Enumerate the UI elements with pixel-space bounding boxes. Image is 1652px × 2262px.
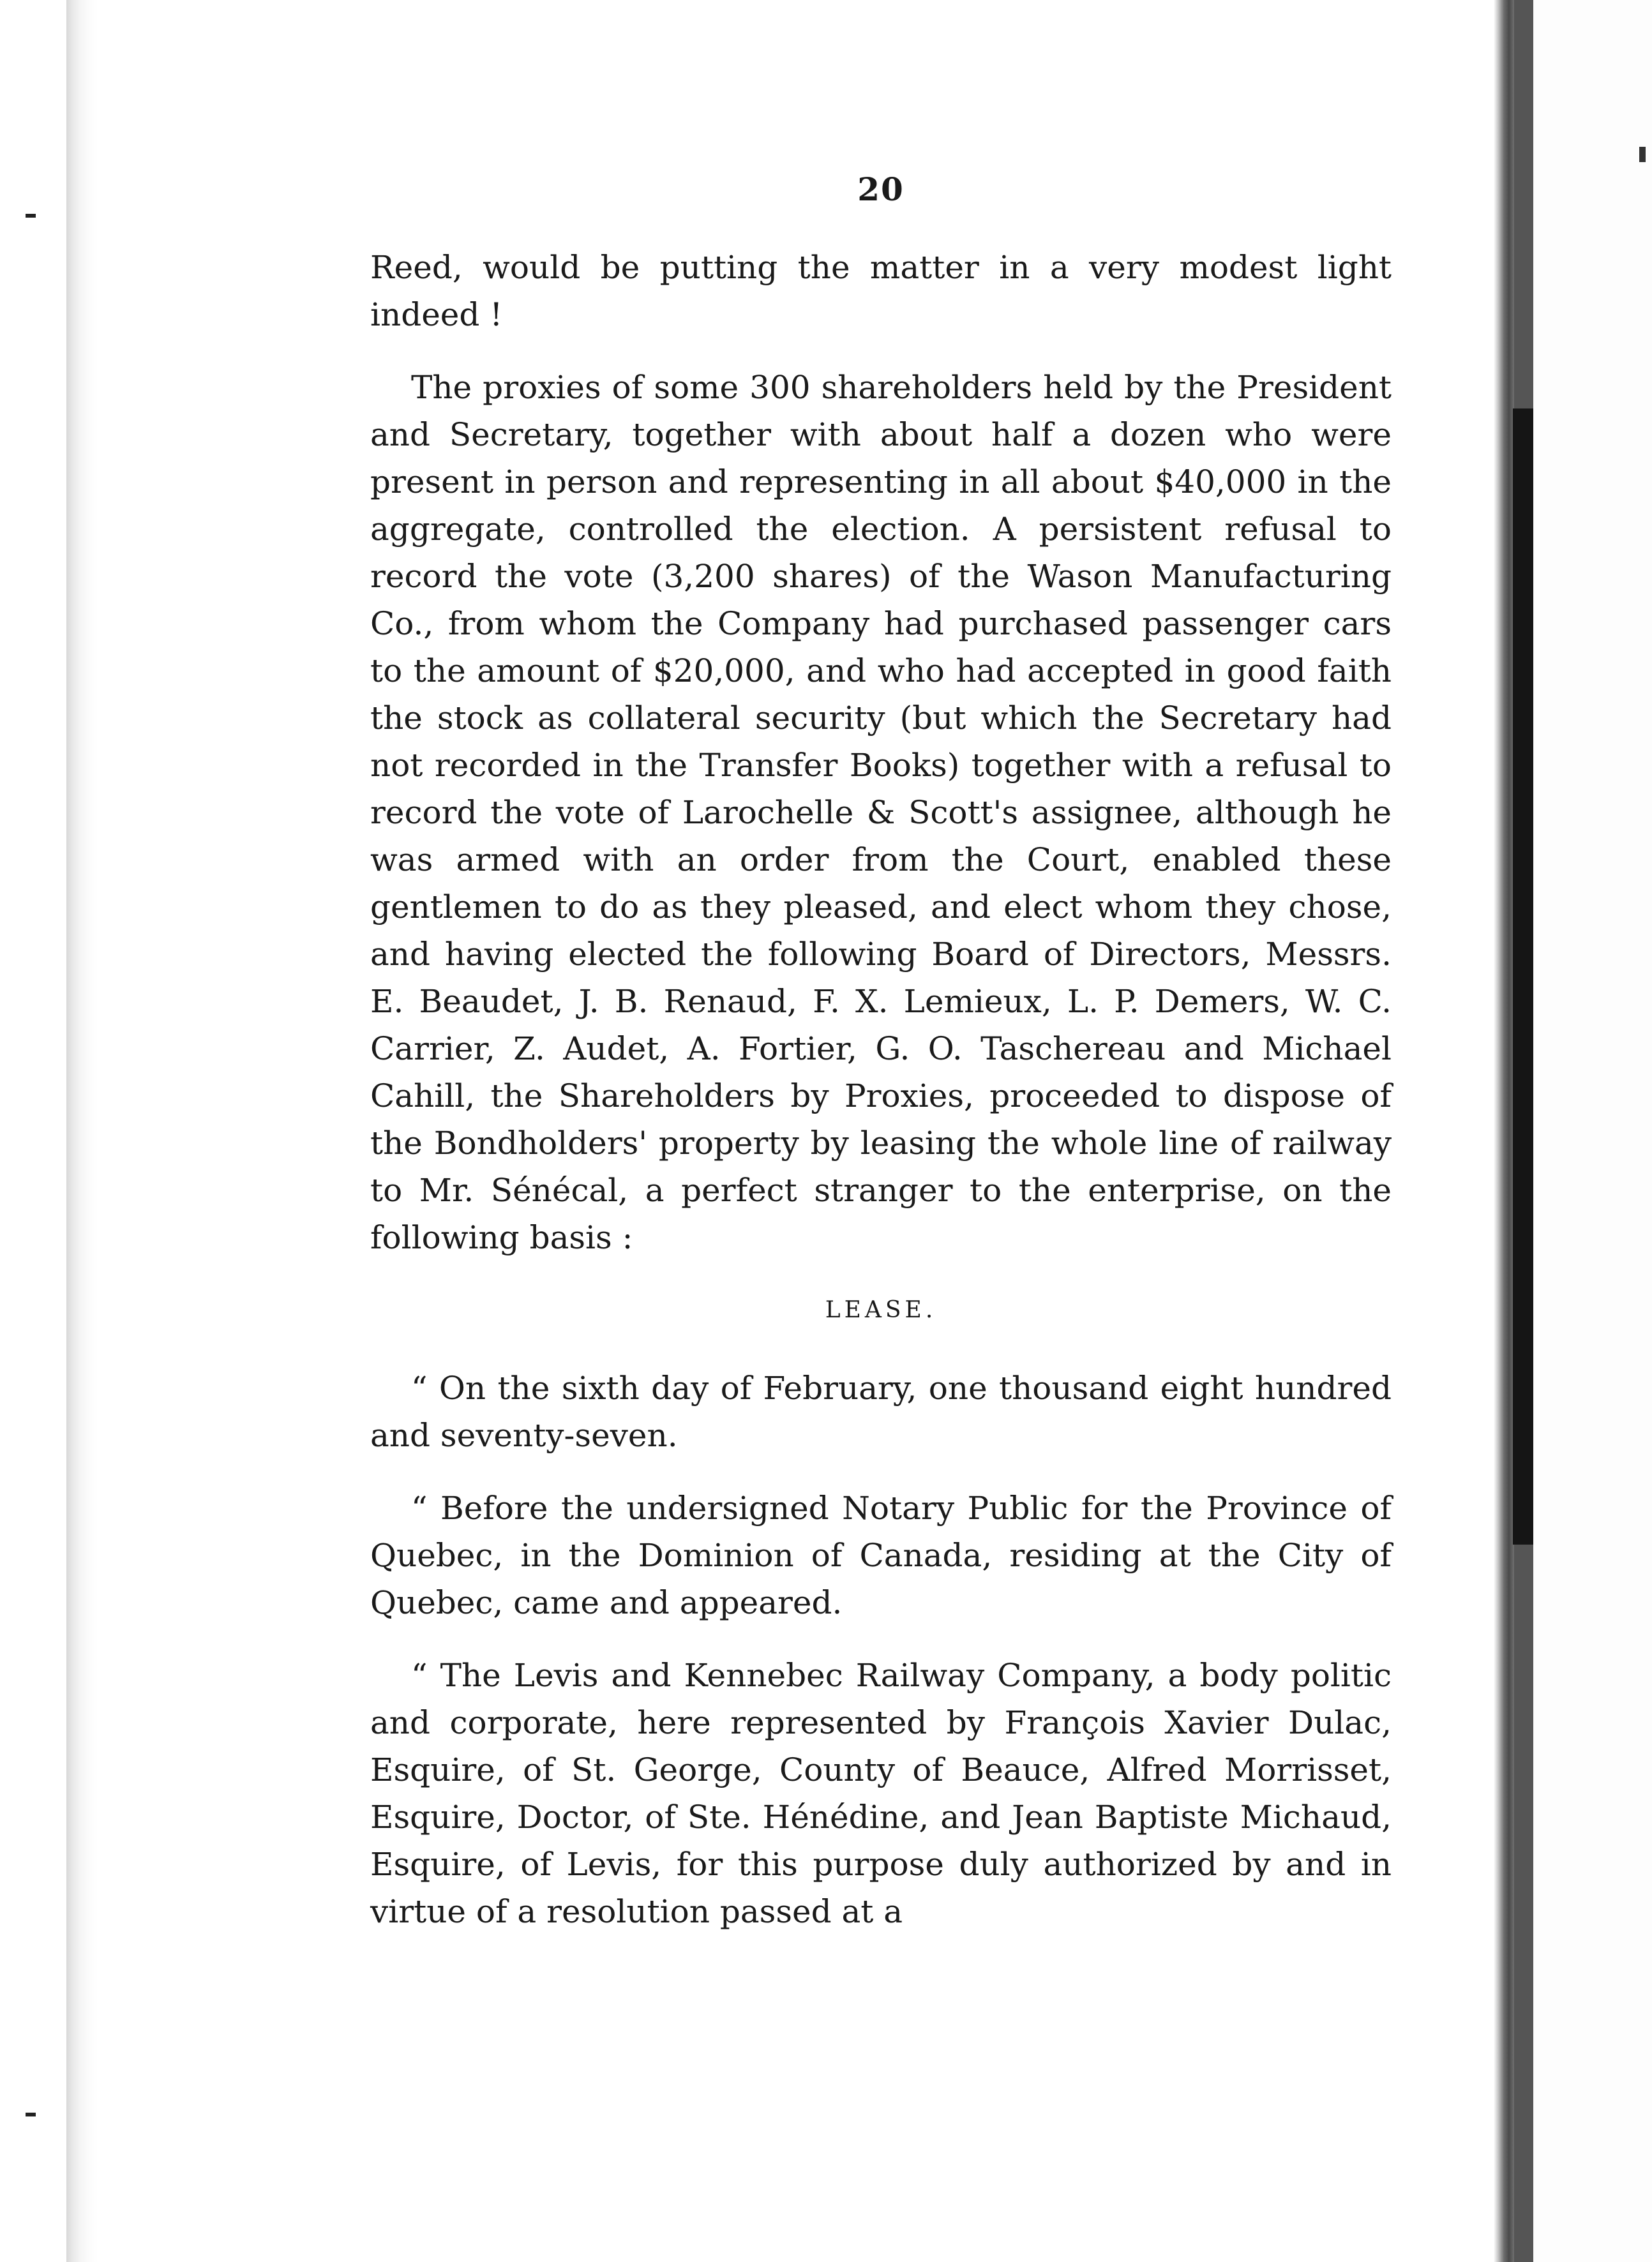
paragraph: “ On the sixth day of February, one thousand eight hundred and seventy-seven.	[370, 1370, 1392, 1454]
facing-page-edge	[1533, 0, 1652, 2262]
scan-margin-left	[0, 0, 66, 2262]
paragraph: “ Before the undersigned Notary Public for the Province of Quebec, in the Dominion of Canada, residing at the City of Quebec, came and appeared.	[370, 1490, 1392, 1621]
margin-mark	[26, 214, 36, 218]
page-text	[370, 166, 1392, 1961]
paragraph: Reed, would be putting the matter in a very modest light indeed !	[370, 249, 1392, 333]
page-gutter-shadow	[66, 0, 98, 2262]
book-spine-shadow	[1513, 408, 1533, 1545]
margin-mark	[26, 2113, 36, 2116]
paragraph: “ The Levis and Kennebec Railway Company, a body politic and corporate, here represented by François Xavier Dulac, Esquire, of St. George, County of Beauce, Alfred Morrisset, Esquire, Doctor, of Ste. Hénédine, and Jean Baptiste Michaud, Esquire, of Levis, for this purpose duly authorized by and in virtue of a resolution passed at a	[370, 1657, 1392, 1930]
page-edge-shadow	[1494, 0, 1514, 2262]
page-number: 20	[857, 170, 905, 208]
section-heading: LEASE.	[825, 1297, 937, 1323]
facing-page-mark	[1639, 147, 1646, 162]
paragraph: The proxies of some 300 shareholders held by the President and Secretary, together with about half a dozen who were present in person and representing in all about $40,000 in the aggregate, controlled the election. A persistent refusal to record the vote (3,200 shares) of the Wason Manufacturing Co., from whom the Company had purchased passenger cars to the amount of $20,000, and who had accepted in good faith the stock as collateral security (but which the Secretary had not recorded in the Transfer Books) together with a refusal to record the vote of Larochelle & Scott's assignee, although he was armed with an order from the Court, enabled these gentlemen to do as they pleased, and elect whom they chose, and having elected the following Board of Directors, Messrs. E. Beaudet, J. B. Renaud, F. X. Lemieux, L. P. Demers, W. C. Carrier, Z. Audet, A. Fortier, G. O. Taschereau and Michael Cahill, the Shareholders by Proxies, proceeded to dispose of the Bondholders' property by leasing the whole line of railway to Mr. Sénécal, a perfect stranger to the enterprise, on the following basis :	[370, 369, 1392, 1256]
